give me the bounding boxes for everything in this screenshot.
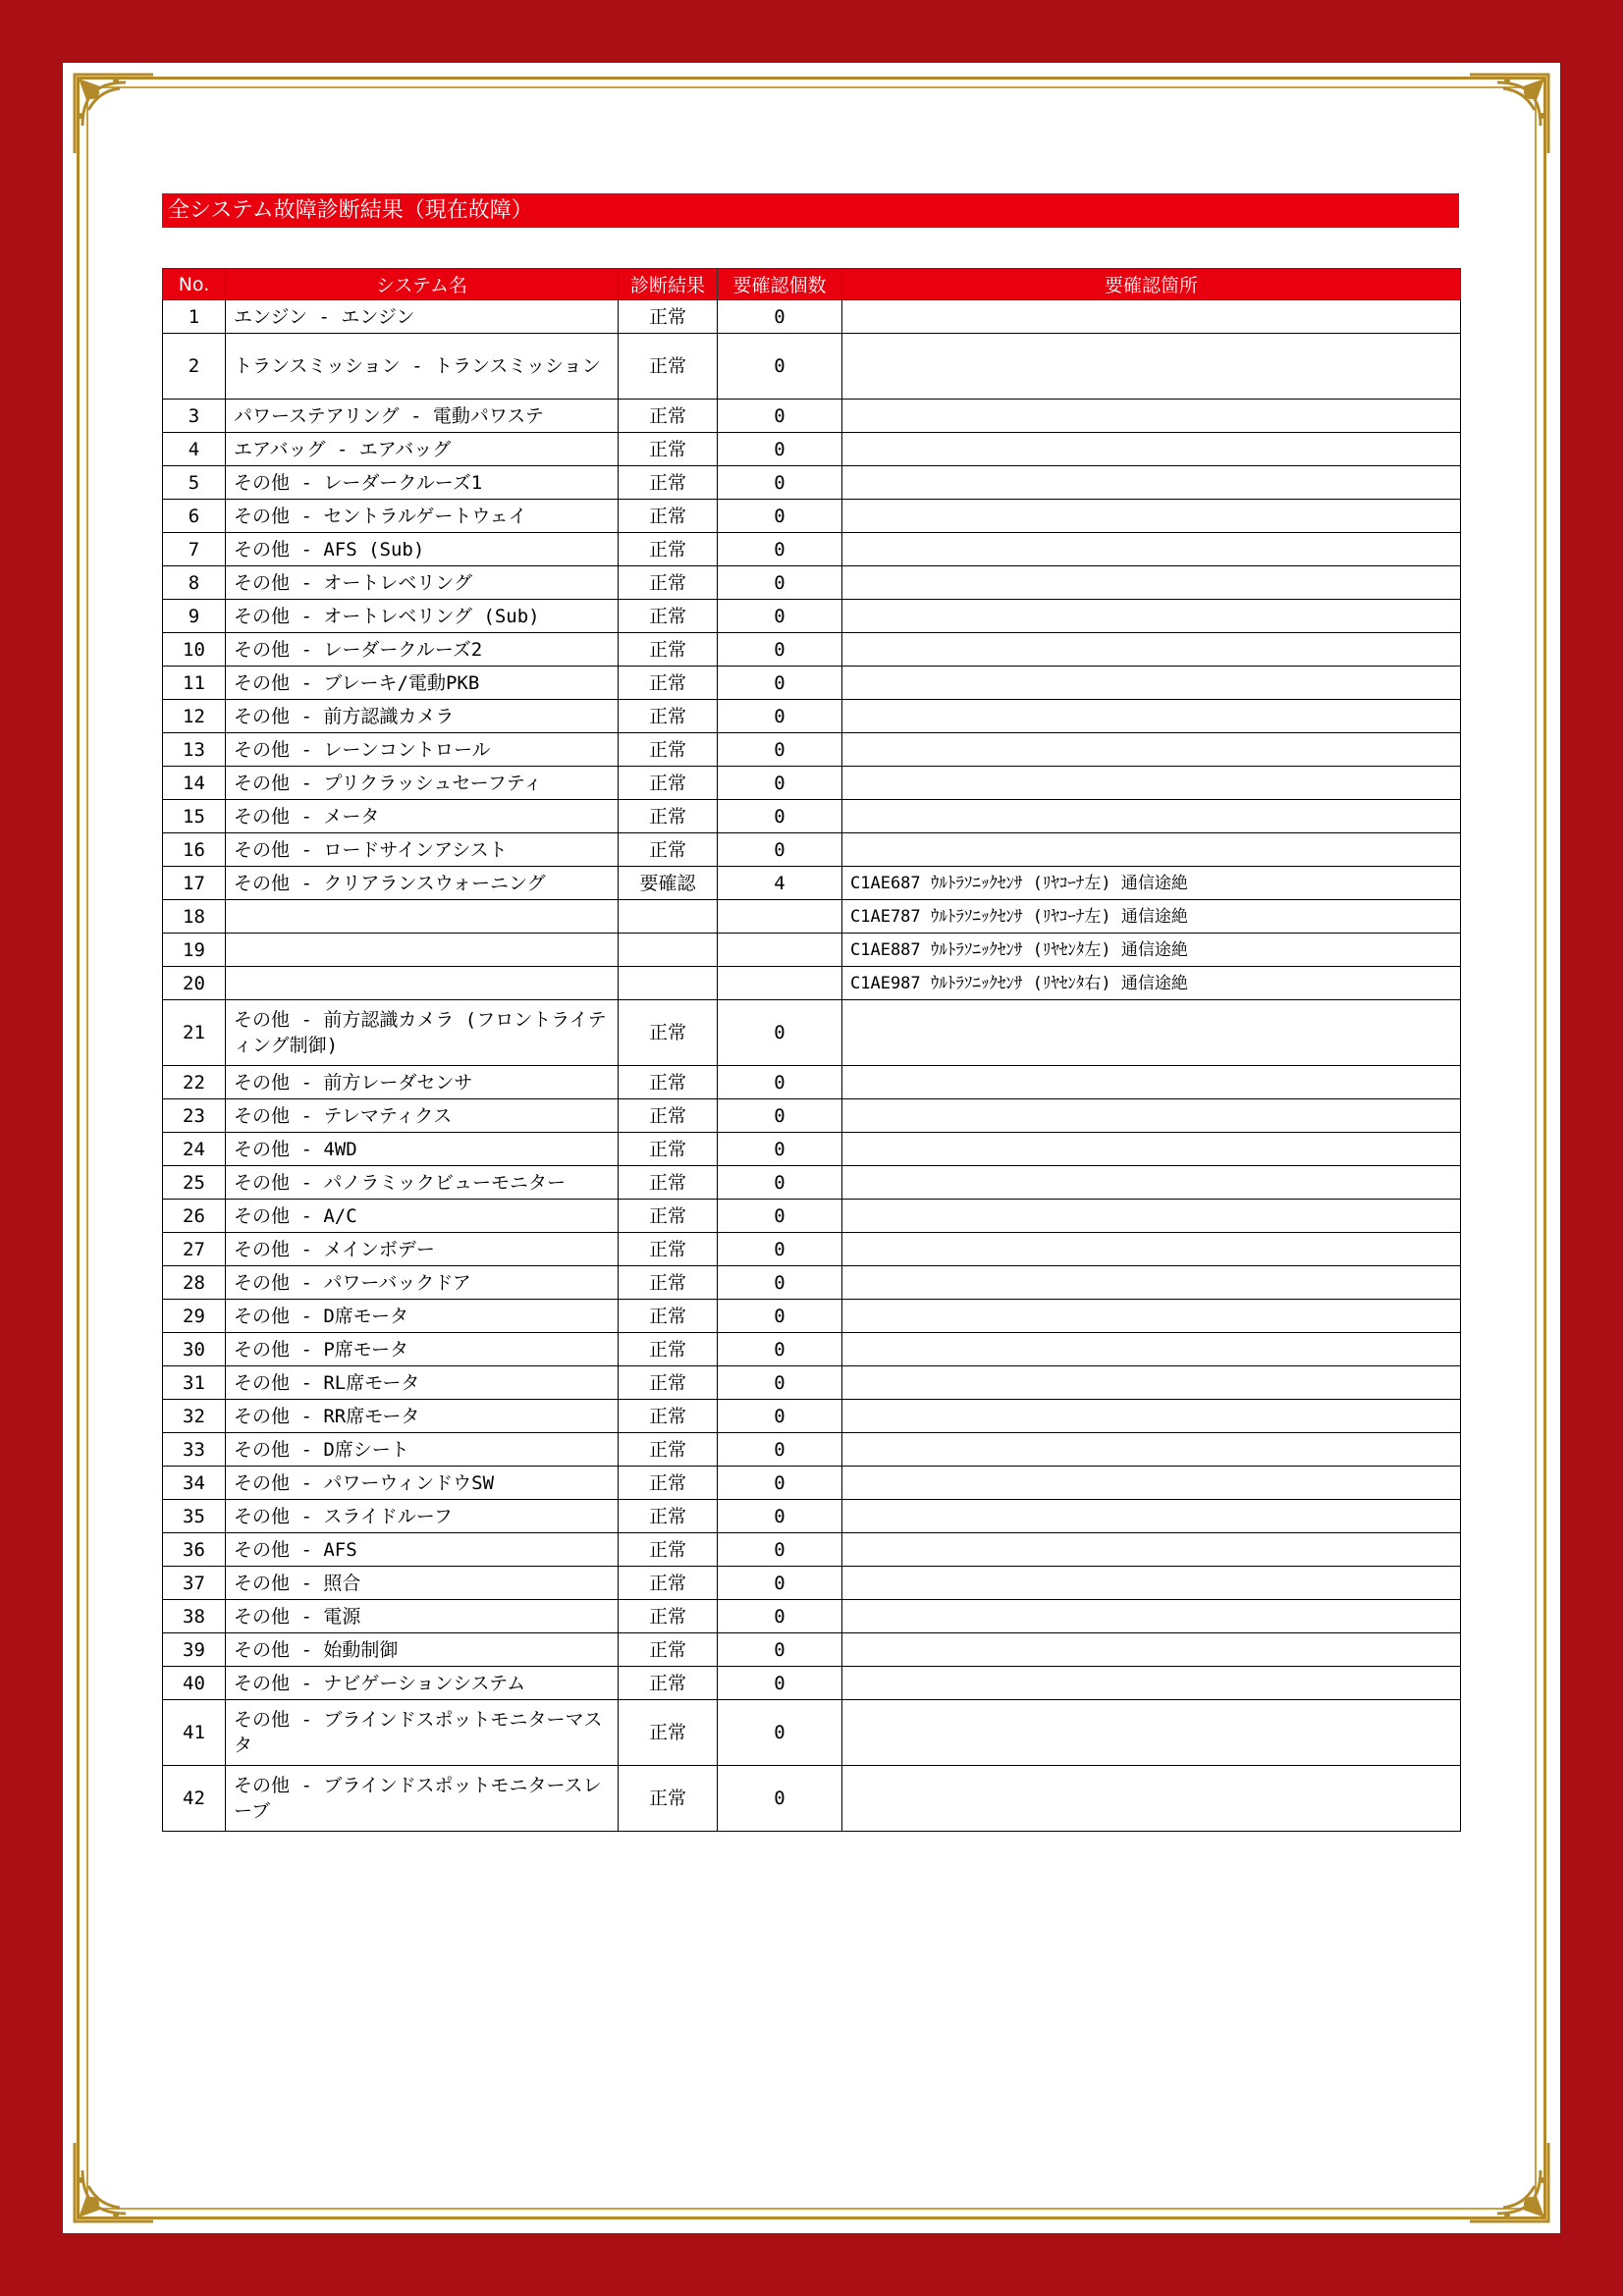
location-cell: C1AE687 ｳﾙﾄﾗｿﾆｯｸｾﾝｻ (ﾘﾔｺｰﾅ左) 通信途絶 (842, 867, 1461, 900)
count-cell: 0 (718, 1533, 842, 1567)
system-name-cell: その他 - パワーウィンドウSW (226, 1467, 619, 1500)
result-cell: 正常 (619, 1567, 718, 1600)
system-name-cell: その他 - RR席モータ (226, 1400, 619, 1433)
count-cell: 0 (718, 300, 842, 334)
row-number: 4 (163, 433, 226, 466)
system-name-cell (226, 900, 619, 934)
result-cell: 正常 (619, 1766, 718, 1832)
location-cell (842, 1066, 1461, 1099)
table-row (163, 1066, 1461, 1099)
location-cell (842, 733, 1461, 767)
location-cell: C1AE787 ｳﾙﾄﾗｿﾆｯｸｾﾝｻ (ﾘﾔｺｰﾅ左) 通信途絶 (842, 900, 1461, 934)
row-number: 12 (163, 700, 226, 733)
row-number: 23 (163, 1099, 226, 1133)
system-name-cell: その他 - ブレーキ/電動PKB (226, 667, 619, 700)
result-cell: 正常 (619, 1467, 718, 1500)
count-cell (718, 900, 842, 934)
table-row (163, 900, 1461, 934)
ornament-corner-icon (1462, 67, 1556, 161)
result-cell: 正常 (619, 1366, 718, 1400)
location-cell (842, 800, 1461, 833)
location-cell (842, 1099, 1461, 1133)
row-number: 41 (163, 1700, 226, 1766)
row-number: 16 (163, 833, 226, 867)
count-cell: 0 (718, 1400, 842, 1433)
location-cell (842, 1233, 1461, 1266)
table-row (163, 1667, 1461, 1700)
row-number: 2 (163, 334, 226, 400)
column-header-location: 要確認箇所 (842, 269, 1461, 300)
system-name-cell: その他 - ロードサインアシスト (226, 833, 619, 867)
table-row (163, 934, 1461, 967)
result-cell: 正常 (619, 1300, 718, 1333)
table-row (163, 1333, 1461, 1366)
row-number: 6 (163, 500, 226, 533)
location-cell (842, 533, 1461, 566)
location-cell (842, 1533, 1461, 1567)
location-cell (842, 1700, 1461, 1766)
system-name-cell: その他 - メインボデー (226, 1233, 619, 1266)
table-row (163, 1766, 1461, 1832)
result-cell: 正常 (619, 1000, 718, 1066)
system-name-cell: その他 - 始動制御 (226, 1633, 619, 1667)
result-cell: 正常 (619, 1166, 718, 1200)
location-cell (842, 1400, 1461, 1433)
count-cell: 0 (718, 1633, 842, 1667)
system-name-cell: その他 - オートレベリング (Sub) (226, 600, 619, 633)
row-number: 26 (163, 1200, 226, 1233)
table-row (163, 1233, 1461, 1266)
result-cell: 要確認 (619, 867, 718, 900)
count-cell: 0 (718, 1099, 842, 1133)
system-name-cell: その他 - 前方認識カメラ (226, 700, 619, 733)
table-row (163, 1099, 1461, 1133)
table-row (163, 633, 1461, 667)
row-number: 37 (163, 1567, 226, 1600)
column-header-system: システム名 (226, 269, 619, 300)
system-name-cell: トランスミッション - トランスミッション (226, 334, 619, 400)
row-number: 24 (163, 1133, 226, 1166)
location-cell (842, 1633, 1461, 1667)
table-row (163, 667, 1461, 700)
count-cell: 0 (718, 334, 842, 400)
location-cell (842, 1333, 1461, 1366)
location-cell (842, 1600, 1461, 1633)
system-name-cell (226, 967, 619, 1000)
count-cell: 0 (718, 433, 842, 466)
system-name-cell: その他 - セントラルゲートウェイ (226, 500, 619, 533)
table-row (163, 1166, 1461, 1200)
table-row (163, 600, 1461, 633)
count-cell (718, 934, 842, 967)
location-cell (842, 1300, 1461, 1333)
row-number: 25 (163, 1166, 226, 1200)
location-cell (842, 466, 1461, 500)
system-name-cell: その他 - クリアランスウォーニング (226, 867, 619, 900)
result-cell: 正常 (619, 600, 718, 633)
table-row (163, 1567, 1461, 1600)
location-cell (842, 700, 1461, 733)
row-number: 27 (163, 1233, 226, 1266)
table-row (163, 334, 1461, 400)
count-cell: 0 (718, 667, 842, 700)
column-header-count: 要確認個数 (718, 269, 842, 300)
result-cell: 正常 (619, 1400, 718, 1433)
location-cell (842, 500, 1461, 533)
count-cell: 0 (718, 466, 842, 500)
table-row (163, 1700, 1461, 1766)
result-cell: 正常 (619, 1099, 718, 1133)
system-name-cell: その他 - テレマティクス (226, 1099, 619, 1133)
system-name-cell: その他 - パノラミックビューモニター (226, 1166, 619, 1200)
row-number: 33 (163, 1433, 226, 1467)
table-row (163, 1300, 1461, 1333)
result-cell (619, 934, 718, 967)
row-number: 32 (163, 1400, 226, 1433)
system-name-cell: その他 - スライドルーフ (226, 1500, 619, 1533)
location-cell (842, 1266, 1461, 1300)
system-name-cell: その他 - A/C (226, 1200, 619, 1233)
row-number: 15 (163, 800, 226, 833)
count-cell: 0 (718, 1433, 842, 1467)
count-cell: 0 (718, 800, 842, 833)
count-cell: 0 (718, 1133, 842, 1166)
row-number: 14 (163, 767, 226, 800)
result-cell: 正常 (619, 1266, 718, 1300)
result-cell: 正常 (619, 767, 718, 800)
table-row (163, 1500, 1461, 1533)
result-cell: 正常 (619, 833, 718, 867)
count-cell: 0 (718, 1300, 842, 1333)
system-name-cell: その他 - 4WD (226, 1133, 619, 1166)
count-cell: 0 (718, 1766, 842, 1832)
result-cell: 正常 (619, 400, 718, 433)
result-cell: 正常 (619, 1600, 718, 1633)
row-number: 17 (163, 867, 226, 900)
result-cell: 正常 (619, 334, 718, 400)
table-row (163, 1600, 1461, 1633)
location-cell (842, 1166, 1461, 1200)
row-number: 10 (163, 633, 226, 667)
row-number: 7 (163, 533, 226, 566)
count-cell: 0 (718, 633, 842, 667)
count-cell: 0 (718, 1567, 842, 1600)
system-name-cell: その他 - プリクラッシュセーフティ (226, 767, 619, 800)
count-cell: 0 (718, 500, 842, 533)
table-row (163, 300, 1461, 334)
table-row (163, 700, 1461, 733)
table-row (163, 1633, 1461, 1667)
result-cell: 正常 (619, 466, 718, 500)
system-name-cell: その他 - ブラインドスポットモニターマスタ (226, 1700, 619, 1766)
row-number: 1 (163, 300, 226, 334)
row-number: 3 (163, 400, 226, 433)
row-number: 28 (163, 1266, 226, 1300)
result-cell (619, 900, 718, 934)
table-row (163, 1366, 1461, 1400)
result-cell: 正常 (619, 433, 718, 466)
table-row (163, 1133, 1461, 1166)
table-row (163, 1533, 1461, 1567)
count-cell: 0 (718, 1233, 842, 1266)
result-cell: 正常 (619, 1133, 718, 1166)
result-cell: 正常 (619, 500, 718, 533)
table-row (163, 833, 1461, 867)
system-name-cell: その他 - AFS (Sub) (226, 533, 619, 566)
system-name-cell: その他 - 前方レーダセンサ (226, 1066, 619, 1099)
table-row (163, 466, 1461, 500)
table-header-row (163, 269, 1461, 300)
system-name-cell: その他 - D席シート (226, 1433, 619, 1467)
system-name-cell: その他 - ブラインドスポットモニタースレーブ (226, 1766, 619, 1832)
count-cell: 0 (718, 1467, 842, 1500)
system-name-cell: エンジン - エンジン (226, 300, 619, 334)
column-header-no: No. (163, 269, 226, 300)
location-cell (842, 1133, 1461, 1166)
count-cell: 4 (718, 867, 842, 900)
row-number: 18 (163, 900, 226, 934)
system-name-cell: その他 - D席モータ (226, 1300, 619, 1333)
system-name-cell: その他 - 電源 (226, 1600, 619, 1633)
row-number: 20 (163, 967, 226, 1000)
result-cell: 正常 (619, 1066, 718, 1099)
result-cell: 正常 (619, 1433, 718, 1467)
row-number: 30 (163, 1333, 226, 1366)
column-header-result: 診断結果 (619, 269, 718, 300)
result-cell: 正常 (619, 1333, 718, 1366)
location-cell (842, 1667, 1461, 1700)
table-row (163, 867, 1461, 900)
row-number: 35 (163, 1500, 226, 1533)
row-number: 31 (163, 1366, 226, 1400)
count-cell: 0 (718, 1366, 842, 1400)
result-cell: 正常 (619, 1700, 718, 1766)
count-cell (718, 967, 842, 1000)
system-name-cell: エアバッグ - エアバッグ (226, 433, 619, 466)
count-cell: 0 (718, 833, 842, 867)
location-cell (842, 1366, 1461, 1400)
count-cell: 0 (718, 566, 842, 600)
result-cell: 正常 (619, 733, 718, 767)
result-cell: 正常 (619, 1500, 718, 1533)
count-cell: 0 (718, 400, 842, 433)
table-row (163, 433, 1461, 466)
count-cell: 0 (718, 1600, 842, 1633)
count-cell: 0 (718, 533, 842, 566)
row-number: 42 (163, 1766, 226, 1832)
table-row (163, 1000, 1461, 1066)
ornament-corner-icon (1462, 2135, 1556, 2229)
row-number: 19 (163, 934, 226, 967)
location-cell (842, 1467, 1461, 1500)
system-name-cell (226, 934, 619, 967)
table-row (163, 967, 1461, 1000)
table-row (163, 1467, 1461, 1500)
diagnosis-table (162, 268, 1461, 1832)
location-cell (842, 400, 1461, 433)
location-cell (842, 1766, 1461, 1832)
row-number: 5 (163, 466, 226, 500)
system-name-cell: その他 - オートレベリング (226, 566, 619, 600)
table-row (163, 1200, 1461, 1233)
system-name-cell: その他 - ナビゲーションシステム (226, 1667, 619, 1700)
result-cell: 正常 (619, 1667, 718, 1700)
row-number: 13 (163, 733, 226, 767)
system-name-cell: その他 - パワーバックドア (226, 1266, 619, 1300)
table-row (163, 1400, 1461, 1433)
location-cell: C1AE887 ｳﾙﾄﾗｿﾆｯｸｾﾝｻ (ﾘﾔｾﾝﾀ左) 通信途絶 (842, 934, 1461, 967)
row-number: 11 (163, 667, 226, 700)
system-name-cell: その他 - 前方認識カメラ (フロントライティング制御) (226, 1000, 619, 1066)
ornament-corner-icon (67, 67, 161, 161)
system-name-cell: その他 - レーダークルーズ2 (226, 633, 619, 667)
table-row (163, 533, 1461, 566)
location-cell (842, 300, 1461, 334)
table-row (163, 500, 1461, 533)
location-cell (842, 1500, 1461, 1533)
row-number: 40 (163, 1667, 226, 1700)
table-body (163, 300, 1461, 1832)
count-cell: 0 (718, 733, 842, 767)
table-row (163, 767, 1461, 800)
row-number: 34 (163, 1467, 226, 1500)
report-page (63, 63, 1560, 2233)
location-cell (842, 1200, 1461, 1233)
system-name-cell: その他 - 照合 (226, 1567, 619, 1600)
location-cell (842, 433, 1461, 466)
location-cell (842, 334, 1461, 400)
row-number: 9 (163, 600, 226, 633)
count-cell: 0 (718, 1166, 842, 1200)
system-name-cell: その他 - メータ (226, 800, 619, 833)
count-cell: 0 (718, 1667, 842, 1700)
row-number: 38 (163, 1600, 226, 1633)
table-row (163, 400, 1461, 433)
row-number: 8 (163, 566, 226, 600)
row-number: 21 (163, 1000, 226, 1066)
count-cell: 0 (718, 600, 842, 633)
location-cell (842, 1567, 1461, 1600)
result-cell (619, 967, 718, 1000)
system-name-cell: その他 - AFS (226, 1533, 619, 1567)
table-row (163, 733, 1461, 767)
count-cell: 0 (718, 700, 842, 733)
count-cell: 0 (718, 1200, 842, 1233)
system-name-cell: その他 - レーンコントロール (226, 733, 619, 767)
count-cell: 0 (718, 1066, 842, 1099)
count-cell: 0 (718, 1266, 842, 1300)
result-cell: 正常 (619, 700, 718, 733)
location-cell (842, 833, 1461, 867)
result-cell: 正常 (619, 533, 718, 566)
system-name-cell: パワーステアリング - 電動パワステ (226, 400, 619, 433)
count-cell: 0 (718, 767, 842, 800)
location-cell (842, 600, 1461, 633)
location-cell (842, 1000, 1461, 1066)
table-row (163, 1433, 1461, 1467)
location-cell (842, 566, 1461, 600)
location-cell (842, 667, 1461, 700)
table-row (163, 1266, 1461, 1300)
result-cell: 正常 (619, 800, 718, 833)
count-cell: 0 (718, 1000, 842, 1066)
location-cell: C1AE987 ｳﾙﾄﾗｿﾆｯｸｾﾝｻ (ﾘﾔｾﾝﾀ右) 通信途絶 (842, 967, 1461, 1000)
table-row (163, 800, 1461, 833)
location-cell (842, 1433, 1461, 1467)
result-cell: 正常 (619, 667, 718, 700)
system-name-cell: その他 - RL席モータ (226, 1366, 619, 1400)
report-title: 全システム故障診断結果（現在故障） (162, 193, 1459, 228)
ornament-corner-icon (67, 2135, 161, 2229)
system-name-cell: その他 - レーダークルーズ1 (226, 466, 619, 500)
result-cell: 正常 (619, 300, 718, 334)
table-row (163, 566, 1461, 600)
row-number: 22 (163, 1066, 226, 1099)
result-cell: 正常 (619, 566, 718, 600)
row-number: 36 (163, 1533, 226, 1567)
result-cell: 正常 (619, 1200, 718, 1233)
result-cell: 正常 (619, 1633, 718, 1667)
row-number: 39 (163, 1633, 226, 1667)
count-cell: 0 (718, 1333, 842, 1366)
system-name-cell: その他 - P席モータ (226, 1333, 619, 1366)
count-cell: 0 (718, 1500, 842, 1533)
result-cell: 正常 (619, 1233, 718, 1266)
result-cell: 正常 (619, 1533, 718, 1567)
location-cell (842, 633, 1461, 667)
result-cell: 正常 (619, 633, 718, 667)
location-cell (842, 767, 1461, 800)
row-number: 29 (163, 1300, 226, 1333)
count-cell: 0 (718, 1700, 842, 1766)
